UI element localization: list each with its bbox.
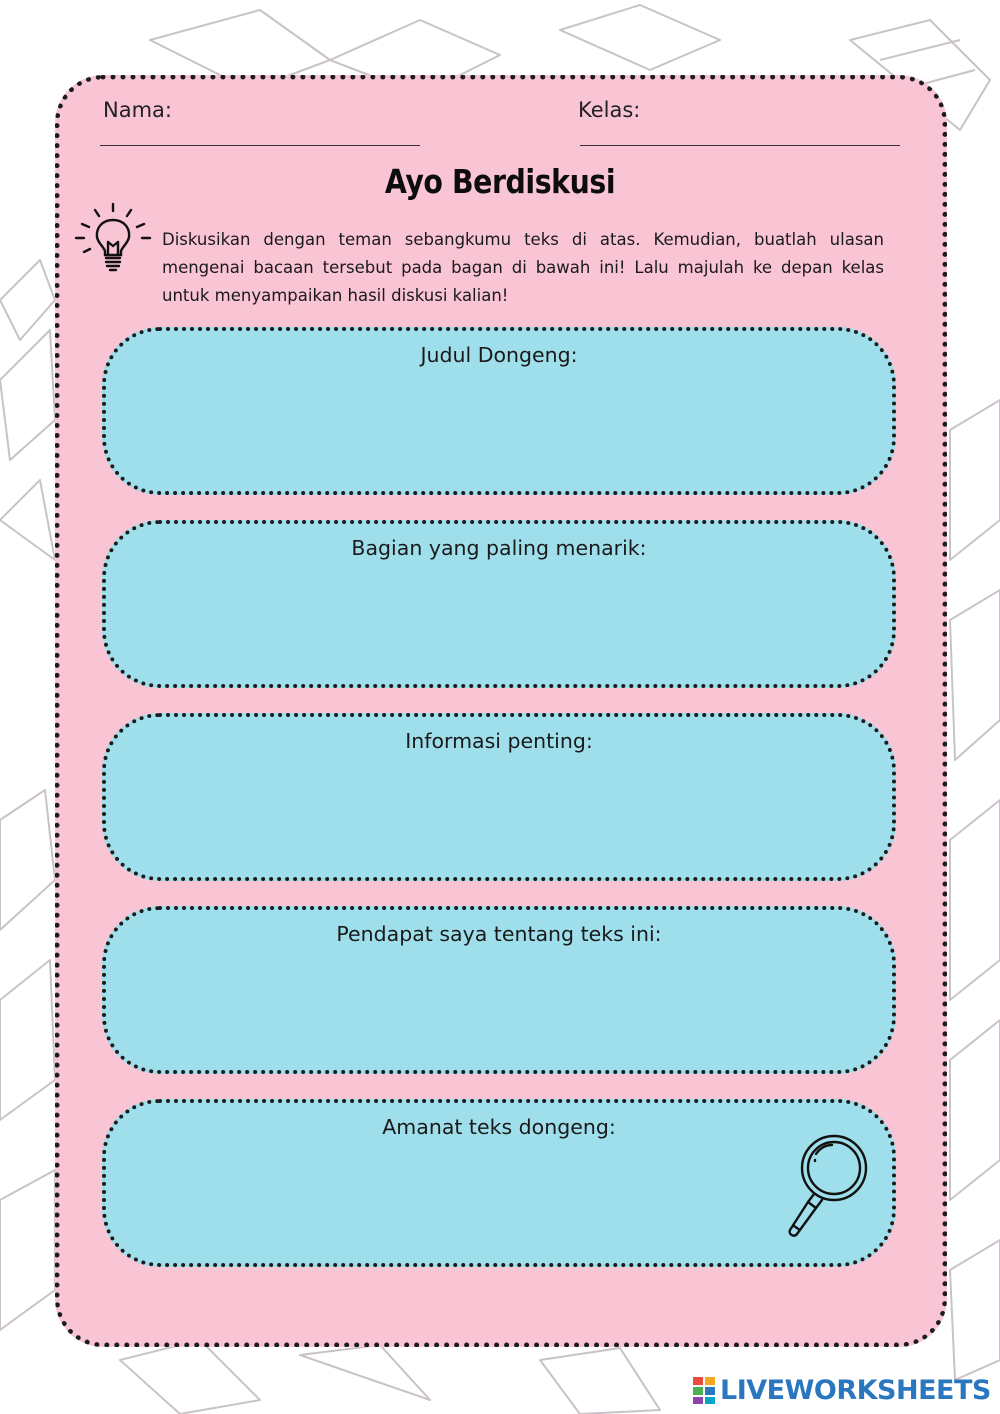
box-my-opinion[interactable]	[102, 906, 896, 1074]
box-important-information[interactable]	[102, 713, 896, 881]
box-most-interesting-part[interactable]	[102, 520, 896, 688]
liveworksheets-logo-icon	[692, 1375, 718, 1405]
name-label: Nama:	[103, 98, 172, 122]
instructions-text: Diskusikan dengan teman sebangkumu teks di atas. Kemudian, buatlah ulasan mengenai bacaan tersebut pada bagan di bawah ini! Lalu majulah ke depan kelas untuk menyampaikan hasil diskusi kalian!	[162, 230, 884, 305]
box-story-title[interactable]	[102, 327, 896, 495]
page-title: Ayo Berdiskusi	[384, 162, 616, 201]
box-label: Judul Dongeng:	[420, 343, 578, 367]
brand-name: LIVEWORKSHEETS	[720, 1374, 991, 1406]
class-label: Kelas:	[578, 98, 641, 122]
box-label: Amanat teks dongeng:	[382, 1115, 616, 1139]
box-label: Bagian yang paling menarik:	[351, 536, 647, 560]
box-story-moral[interactable]	[102, 1099, 896, 1267]
box-label: Informasi penting:	[405, 729, 593, 753]
box-label: Pendapat saya tentang teks ini:	[336, 922, 662, 946]
brand-footer	[692, 1372, 991, 1408]
lightbulb-icon	[72, 198, 154, 280]
name-input-line[interactable]	[100, 145, 420, 146]
class-input-line[interactable]	[580, 145, 900, 146]
magnifying-glass-icon	[780, 1130, 876, 1242]
